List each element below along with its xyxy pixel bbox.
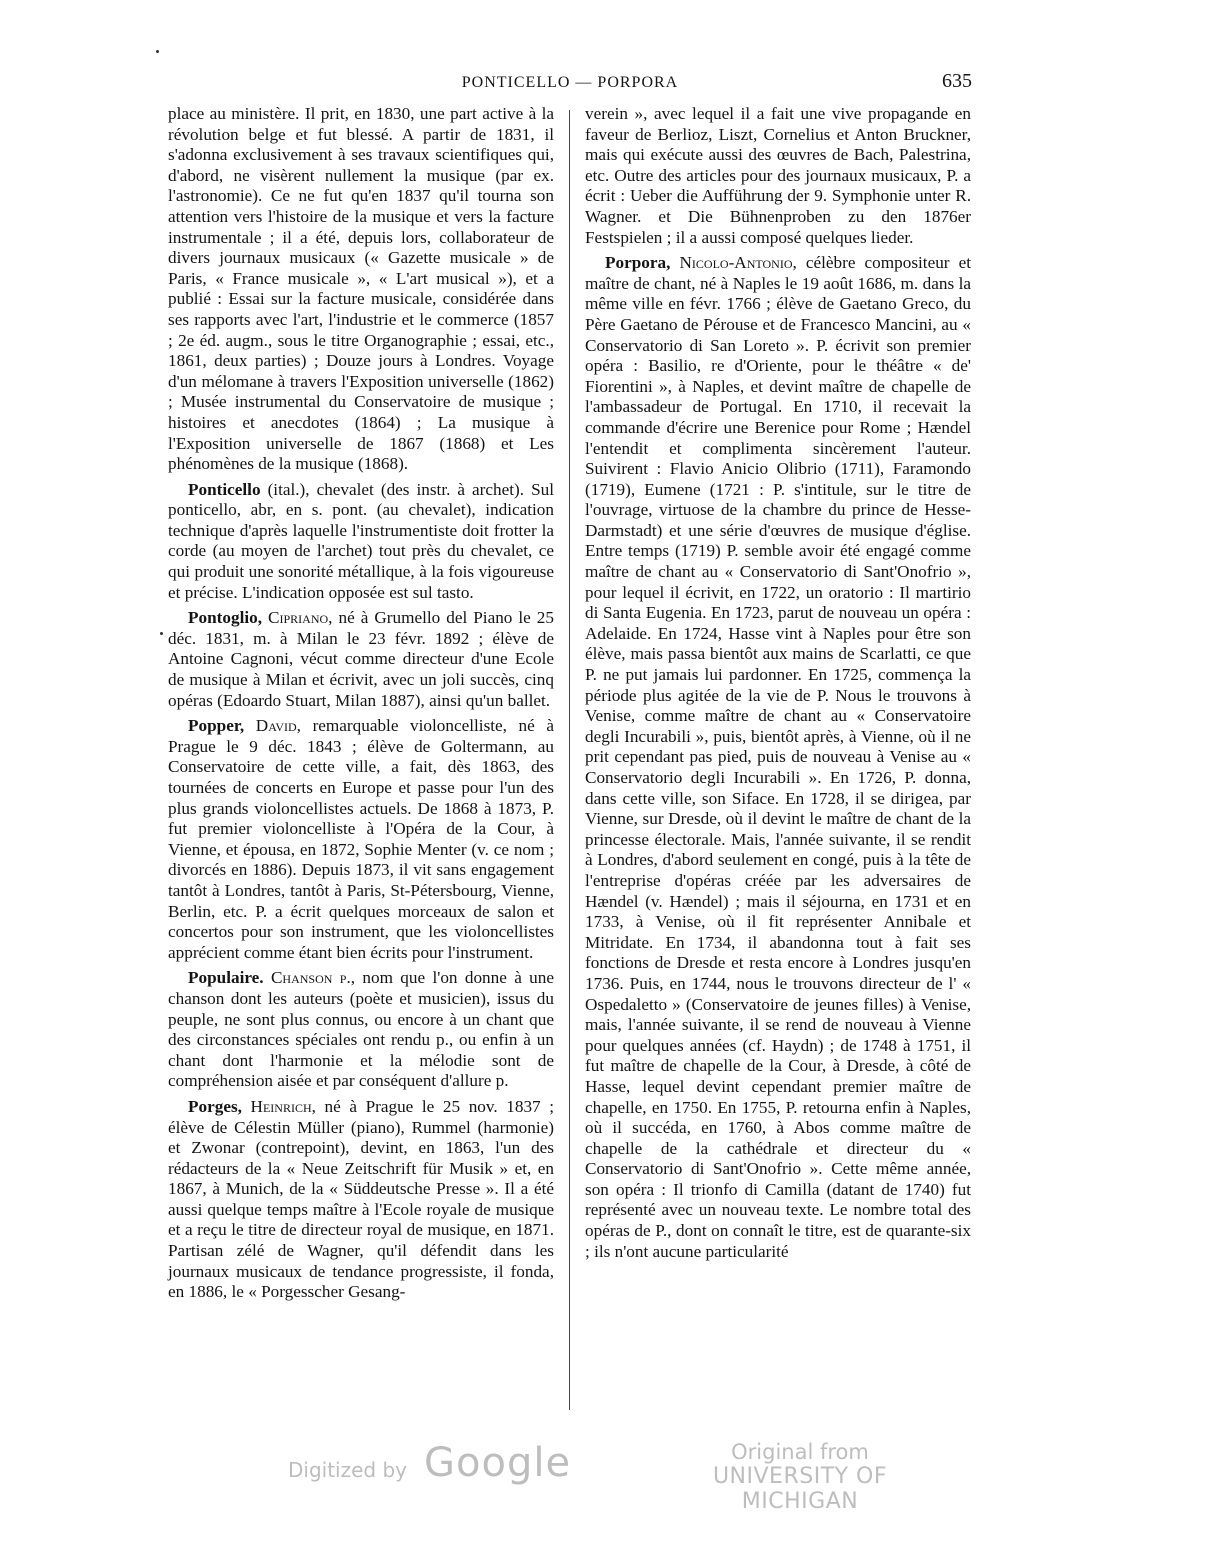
entry-pontoglio [168,608,554,711]
paragraph-continuation [585,104,971,248]
entry-porpora [585,253,971,1262]
entry-headword: Porpora, [605,253,671,273]
entry-text: (ital.), chevalet (des instr. à archet). Sul ponticello, abr, en s. pont. (au chevalet), indication technique d'après laquelle l'instrumentiste doit frotter la corde (au moyen de l'archet) tout près du chevalet, ce qui produit une sonorité métallique, à la fois vigoureuse et précise. L'indication opposée est sul tasto. [168,479,554,602]
entry-forename: Nicolo-Antonio [679,253,793,273]
entry-text: , nom que l'on donne à une chanson dont les auteurs (poète et musicien), issus du peuple, ne sont plus connus, ou encore à un chant que des circonstances spéciales ont rendu p., ou enfin à un chant dont l'harmonie et la mélodie sont de compréhension aisée et par conséquent d'allure p. [168,968,554,1091]
paragraph-continuation [168,104,554,475]
original-from-watermark [660,1440,940,1514]
entry-text: , remarquable violoncelliste, né à Prague le 9 déc. 1843 ; élève de Goltermann, au Conservatoire de cette ville, a fait, dès 1863, des tournées de concerts en Europe et passe pour l'un des plus grands violoncellistes actuels. De 1868 à 1873, P. fut premier violoncelliste à l'Opéra de la Cour, à Vienne, et épousa, en 1872, Sophie Menter (v. ce nom ; divorcés en 1886). Depuis 1873, il vit sans engagement tantôt à Londres, tantôt à Paris, St-Pétersbourg, Vienne, Berlin, etc. P. a écrit quelques morceaux de salon et concertos pour son instrument, que les violoncellistes apprécient comme étant bien écrits pour l'instrument. [168,716,555,962]
scan-speck [160,632,163,635]
entry-headword: Porges, [188,1096,242,1116]
entry-headword: Populaire. [188,968,264,988]
entry-popper [168,716,554,963]
column-divider [569,110,570,1410]
entry-headword: Pontoglio, [188,608,263,628]
scan-speck [156,50,159,53]
right-column [585,104,971,1267]
entry-headword: Ponticello [188,479,261,499]
original-from-label: Original from [731,1440,869,1464]
entry-text: , né à Prague le 25 nov. 1837 ; élève de Célestin Müller (piano), Rummel (harmonie) et Zwonar (contrepoint), devint, en 1863, l'un des rédacteurs de la « Neue Zeitschrift für Musik » et, en 1867, à Munich, de la « Süddeutsche Presse ». Il a été aussi quelque temps maître à l'Ecole royale de musique et a reçu le titre de directeur royal de musique, en 1871. Partisan zélé de Wagner, qu'il défendit dans les journaux musicaux de tendance progressiste, il fonda, en 1886, le « Porgesscher Gesang- [168,1096,555,1302]
running-head: PONTICELLO — PORPORA [461,74,679,91]
paragraph-text: place au ministère. Il prit, en 1830, une part active à la révolution belge et fut blessé. A partir de 1831, il s'adonna exclusivement à ses travaux scientifiques qui, d'abord, ne visèrent nullement la musique (par ex. l'astronomie). Ce ne fut qu'en 1837 qu'il tourna son attention vers l'histoire de la musique et vers la facture instrumentale ; il a été, depuis lors, collaborateur de divers journaux musicaux (« Gazette musicale » de Paris, « France musicale », « L'art musical »), et a publié : Essai sur la facture musicale, considérée dans ses rapports avec l'art, l'industrie et le commerce (1857 ; 2e éd. augm., sous le titre Organographie ; essai, etc., 1861, deux parties) ; Douze jours à Londres. Voyage d'un mélomane à travers l'Exposition universelle (1862) ; Musée instrumental du Conservatoire de musique ; histoires et anecdotes (1864) ; La musique à l'Exposition universelle de 1867 (1868) et Les phénomènes de la musique (1868). [168,104,554,474]
google-logo: Google [424,1440,572,1486]
digitized-prefix: Digitized by [288,1458,407,1482]
entry-forename: Cipriano [268,608,329,628]
page-header [168,68,972,96]
entry-ponticello [168,480,554,604]
institution-name: UNIVERSITY OF MICHIGAN [712,1464,888,1514]
left-column [168,104,554,1308]
paragraph-text: verein », avec lequel il a fait une vive propagande en faveur de Berlioz, Liszt, Cornelius et Anton Bruckner, mais qui exécute aussi des œuvres de Bach, Palestrina, etc. Outre des articles pour des journaux musicaux, P. a écrit : Ueber die Aufführung der 9. Symphonie unter R. Wagner. et Die Bühnenproben zu den 1876er Festspielen ; il a aussi composé quelques lieder. [585,104,971,247]
entry-forename: Chanson p. [270,968,351,988]
entry-headword: Popper, [188,716,245,736]
digitized-by-watermark [288,1440,578,1490]
page-number: 635 [942,70,972,92]
entry-text: , célèbre compositeur et maître de chant, né à Naples le 19 août 1686, m. dans la même ville en févr. 1766 ; élève de Gaetano Greco, du Père Gaetano de Pérouse et de Francesco Mancini, au « Conservatorio di San Loreto ». P. écrivit son premier opéra : Basilio, re d'Oriente, pour le théâtre « de' Fiorentini », à Naples, et devint maître de chapelle de l'ambassadeur de Portugal. En 1710, il recevait la commande d'écrire une Berenice pour Rome ; Hændel l'entendit et complimenta sincèrement l'auteur. Suivirent : Flavio Anicio Olibrio (1711), Faramondo (1719), Eumene (1721 : P. s'intitule, sur le titre de l'ouvrage, virtuose de la chambre du prince de Hesse-Darmstadt) et une série d'œuvres de musique d'église. Entre temps (1719) P. semble avoir été engagé comme maître de chant au « Conservatorio di Sant'Onofrio », pour lequel il écrivit, en 1722, un oratorio : Il martirio di Santa Eugenia. En 1723, parut de nouveau un opéra : Adelaide. En 1724, Hasse vint à Naples pour être son élève, mais passa bientôt aux mains de Scarlatti, ce que P. ne put jamais lui pardonner. En 1725, commença la période plus agitée de la vie de P. Nous le trouvons à Venise, comme maître de chant au « Conservatoire degli Incurabili », puis, bientôt après, à Vienne, où il ne prit cependant pas pied, puis de nouveau à Venise au « Conservatorio degli Incurabili ». En 1726, P. donna, dans cette ville, son Siface. En 1728, il se dirigea, par Vienne, sur Dresde, où il devint le maître de chant de la princesse électorale. Mais, l'année suivante, il se rendit à Londres, d'abord seulement en congé, puis à la tête de l'entreprise d'opéras créée par les adversaires de Hændel (v. Hændel) ; mais il séjourna, en 1731 et en 1733, à Venise, où il fit représenter Annibale et Mitridate. En 1734, il abandonna tout à fait ses fonctions de Dresde et resta encore à Londres jusqu'en 1736. Puis, en 1744, nous le trouvons directeur de l' « Ospedaletto » (Conservatoire de jeunes filles) à Venise, mais, l'année suivante, il se rend de nouveau à Vienne pour quelques années (cf. Haydn) ; de 1748 à 1751, il fut maître de chapelle de la Cour, à Dresde, à côté de Hasse, lequel devint cependant premier maître de chapelle, en 1750. En 1755, P. retourna enfin à Naples, où il succéda, en 1760, à Abos comme maître de chapelle de la cathédrale et directeur du « Conservatorio di Sant'Onofrio ». Cette même année, son opéra : Il trionfo di Camilla (datant de 1740) fut représenté avec un nouveau texte. Le nombre total des opéras de P., dont on connaît le titre, est de quarante-six ; ils n'ont aucune particularité [585,253,972,1261]
entry-forename: David [255,716,297,736]
entry-porges [168,1097,554,1303]
entry-populaire [168,968,554,1092]
entry-forename: Heinrich [250,1096,312,1116]
entry-text: , né à Grumello del Piano le 25 déc. 1831, m. à Milan le 23 févr. 1892 ; élève de Antoine Cagnoni, vécut comme directeur d'une Ecole de musique à Milan et écrivit, avec un joli succès, cinq opéras (Edoardo Stuart, Milan 1887), ainsi qu'un ballet. [168,608,554,710]
